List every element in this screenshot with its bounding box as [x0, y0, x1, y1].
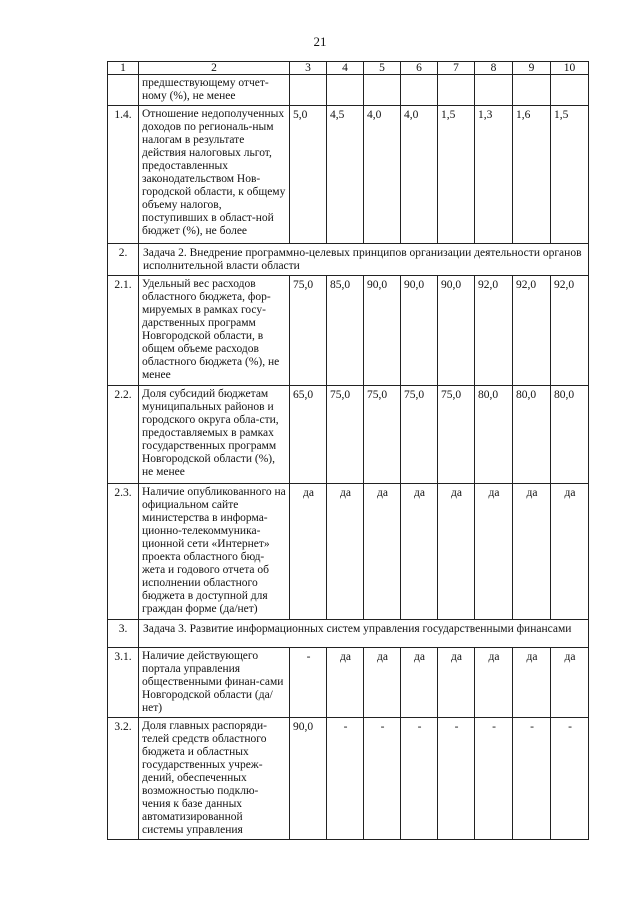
indicator-row: [108, 484, 589, 620]
header-cell: 7: [438, 62, 475, 75]
header-cell: 9: [513, 62, 551, 75]
indicator-value: 75,0: [290, 276, 327, 386]
indicator-value: 80,0: [475, 386, 513, 484]
indicator-value: да: [475, 484, 513, 620]
row-number: 2.1.: [108, 276, 139, 386]
indicator-value: [327, 75, 364, 106]
header-cell: 8: [475, 62, 513, 75]
indicator-row: [108, 106, 589, 244]
row-number: 3.1.: [108, 648, 139, 718]
indicator-name: Удельный вес расходов областного бюджета, фор-мируемых в рамках госу-дарственных программ Новгородской области, в общем объеме расходов областного бюджета (%), не менее: [139, 276, 290, 386]
indicator-name: Отношение недополученных доходов по региональ-ным налогам в результате действия налоговых льгот, предоставленных законодательством Нов-городской области, к общему объему налогов, поступивших в област-ной бюджет (%), не более: [139, 106, 290, 244]
indicator-value: 1,5: [438, 106, 475, 244]
indicator-value: да: [364, 484, 401, 620]
row-number: 1.4.: [108, 106, 139, 244]
indicator-value: 75,0: [401, 386, 438, 484]
header-cell: 6: [401, 62, 438, 75]
indicator-value: 92,0: [551, 276, 589, 386]
indicator-value: 5,0: [290, 106, 327, 244]
row-number: 2.3.: [108, 484, 139, 620]
indicator-value: [551, 75, 589, 106]
indicators-table: [107, 61, 589, 840]
indicator-value: 4,5: [327, 106, 364, 244]
indicator-value: да: [438, 648, 475, 718]
indicator-value: 92,0: [475, 276, 513, 386]
header-cell: 5: [364, 62, 401, 75]
indicator-value: да: [475, 648, 513, 718]
task-row: [108, 244, 589, 276]
indicator-value: [475, 75, 513, 106]
indicator-value: -: [475, 718, 513, 840]
indicator-value: да: [401, 648, 438, 718]
indicator-value: да: [513, 648, 551, 718]
indicator-name: Доля субсидий бюджетам муниципальных районов и городского округа обла-сти, предоставляемых в рамках государственных программ Новгородской области (%), не менее: [139, 386, 290, 484]
indicator-value: -: [327, 718, 364, 840]
indicator-value: 4,0: [401, 106, 438, 244]
indicator-name: Наличие действующего портала управления общественными финан-сами Новгородской области (да/нет): [139, 648, 290, 718]
indicator-value: да: [551, 484, 589, 620]
indicator-value: да: [401, 484, 438, 620]
page-number: 21: [313, 34, 327, 49]
row-number: [108, 75, 139, 106]
row-number: 2.: [108, 244, 139, 276]
indicator-value: [364, 75, 401, 106]
indicator-value: 75,0: [438, 386, 475, 484]
indicator-row: [108, 75, 589, 106]
indicator-value: 80,0: [551, 386, 589, 484]
indicator-name: Доля главных распоряди-телей средств областного бюджета и областных государственных учреж-дений, обеспеченных возможностью подклю-чения к базе данных автоматизированной системы управления: [139, 718, 290, 840]
indicator-value: да: [327, 484, 364, 620]
row-number: 2.2.: [108, 386, 139, 484]
indicator-value: 1,3: [475, 106, 513, 244]
indicator-value: 85,0: [327, 276, 364, 386]
table-header-row: [108, 62, 589, 75]
indicator-value: -: [438, 718, 475, 840]
indicator-value: 1,6: [513, 106, 551, 244]
header-cell: 4: [327, 62, 364, 75]
indicator-value: 75,0: [327, 386, 364, 484]
indicator-value: 80,0: [513, 386, 551, 484]
indicator-value: да: [438, 484, 475, 620]
indicator-value: 75,0: [364, 386, 401, 484]
header-cell: 1: [108, 62, 139, 75]
indicator-value: -: [290, 648, 327, 718]
indicator-value: 4,0: [364, 106, 401, 244]
indicator-value: 90,0: [438, 276, 475, 386]
indicator-value: [290, 75, 327, 106]
task-title: Задача 3. Развитие информационных систем управления государственными финансами: [139, 620, 589, 648]
indicator-value: да: [290, 484, 327, 620]
indicator-name: Наличие опубликованного на официальном сайте министерства в информа-ционно-телекоммуника-ционной сети «Интернет» проекта областного бюд-жета и годового отчета об исполнении областного бюджета в доступной для граждан форме (да/нет): [139, 484, 290, 620]
indicator-value: да: [551, 648, 589, 718]
indicator-value: -: [401, 718, 438, 840]
indicator-value: -: [551, 718, 589, 840]
indicator-name: предшествующему отчет-ному (%), не менее: [139, 75, 290, 106]
row-number: 3.2.: [108, 718, 139, 840]
task-row: [108, 620, 589, 648]
indicator-value: 90,0: [364, 276, 401, 386]
indicator-row: [108, 386, 589, 484]
indicator-value: да: [327, 648, 364, 718]
indicator-row: [108, 276, 589, 386]
indicator-value: да: [513, 484, 551, 620]
indicator-value: 90,0: [401, 276, 438, 386]
indicator-value: -: [513, 718, 551, 840]
task-title: Задача 2. Внедрение программно-целевых принципов организации деятельности органов исполнительной власти области: [139, 244, 589, 276]
indicator-row: [108, 718, 589, 840]
header-cell: 10: [551, 62, 589, 75]
indicator-value: -: [364, 718, 401, 840]
indicator-row: [108, 648, 589, 718]
header-cell: 2: [139, 62, 290, 75]
indicator-value: да: [364, 648, 401, 718]
indicator-value: 92,0: [513, 276, 551, 386]
indicator-value: [401, 75, 438, 106]
header-cell: 3: [290, 62, 327, 75]
indicator-value: 65,0: [290, 386, 327, 484]
indicator-value: [438, 75, 475, 106]
indicator-value: 90,0: [290, 718, 327, 840]
indicator-value: [513, 75, 551, 106]
indicator-value: 1,5: [551, 106, 589, 244]
row-number: 3.: [108, 620, 139, 648]
